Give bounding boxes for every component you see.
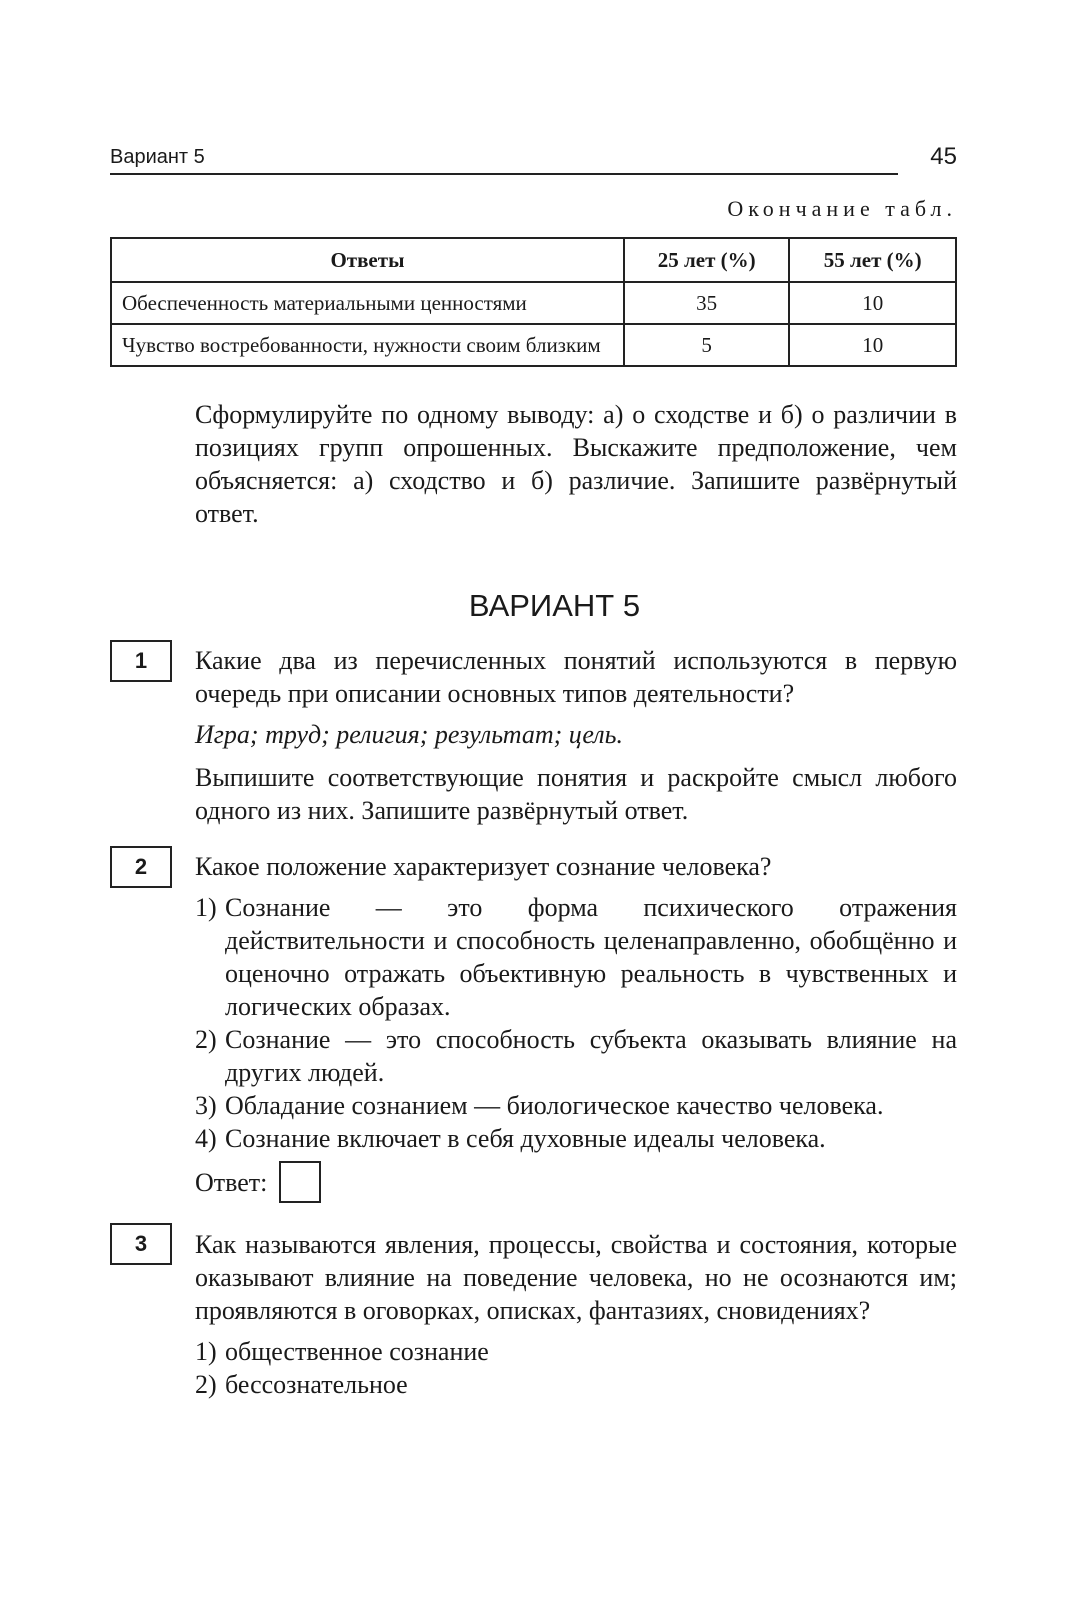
question-2 [195,850,957,1203]
question-text: Какое положение характеризует сознание человека? [195,852,772,881]
options-list [195,891,957,1155]
option-number: 3) [195,1091,217,1120]
option-item [195,1335,957,1368]
answer-label: Ответ: [195,1167,268,1197]
option-text: общественное сознание [225,1337,489,1366]
option-text: бессознательное [225,1370,408,1399]
table-row [111,324,956,366]
table-cell: Чувство востребованности, нужности своим близким [111,324,624,366]
header-rule [110,173,898,175]
question-number-3: 3 [110,1223,172,1265]
option-text: Сознание — это форма психического отражения действительности и способность целенаправленно, обобщённо и оценочно отражать объективную реальность в чувственных и логических образах. [225,893,957,1021]
question-number-1: 1 [110,640,172,682]
column-header: 55 лет (%) [789,238,956,282]
option-text: Обладание сознанием — биологическое качество человека. [225,1091,884,1120]
task-text: Сформулируйте по одному выводу: а) о сходстве и б) о различии в позициях групп опрошенных. Выскажите предположение, чем объясняется: а) сходство и б) различие. Запишите развёрнутый ответ. [195,400,957,528]
options-list [195,1335,957,1401]
option-text: Сознание — это способность субъекта оказывать влияние на других людей. [225,1025,957,1087]
question-terms: Игра; труд; религия; результат; цель. [195,720,623,749]
running-header: Вариант 5 [110,146,205,168]
option-item [195,1368,957,1401]
question-3 [195,1228,957,1401]
option-item [195,891,957,1023]
option-text: Сознание включает в себя духовные идеалы человека. [225,1124,826,1153]
table-cell: 10 [789,282,956,324]
page-number: 45 [930,143,957,170]
question-number-2: 2 [110,846,172,888]
table-cell: 35 [624,282,790,324]
column-header: 25 лет (%) [624,238,790,282]
page-header [110,140,957,180]
option-number: 1) [195,1337,217,1366]
answer-box[interactable] [279,1161,321,1203]
option-item [195,1122,957,1155]
question-1 [195,644,957,827]
option-item [195,1089,957,1122]
table-caption: Окончание табл. [727,196,957,221]
table-cell: 10 [789,324,956,366]
column-header: Ответы [111,238,624,282]
answer-row [195,1161,957,1203]
survey-table [110,237,957,367]
option-number: 2) [195,1025,217,1054]
table-row [111,282,956,324]
question-text: Какие два из перечисленных понятий используются в первую очередь при описании основных типов деятельности? [195,646,957,708]
section-title: ВАРИАНТ 5 [468,588,641,623]
table-cell: 5 [624,324,790,366]
question-text: Как называются явления, процессы, свойства и состояния, которые оказывают влияние на поведение человека, но не осознаются им; проявляются в оговорках, описках, фантазиях, сновидениях? [195,1230,957,1325]
option-number: 1) [195,893,217,922]
question-instruction: Выпишите соответствующие понятия и раскройте смысл любого одного из них. Запишите развёрнутый ответ. [195,763,957,825]
table-header-row [111,238,956,282]
option-number: 2) [195,1370,217,1399]
option-number: 4) [195,1124,217,1153]
option-item [195,1023,957,1089]
table-cell: Обеспеченность материальными ценностями [111,282,624,324]
